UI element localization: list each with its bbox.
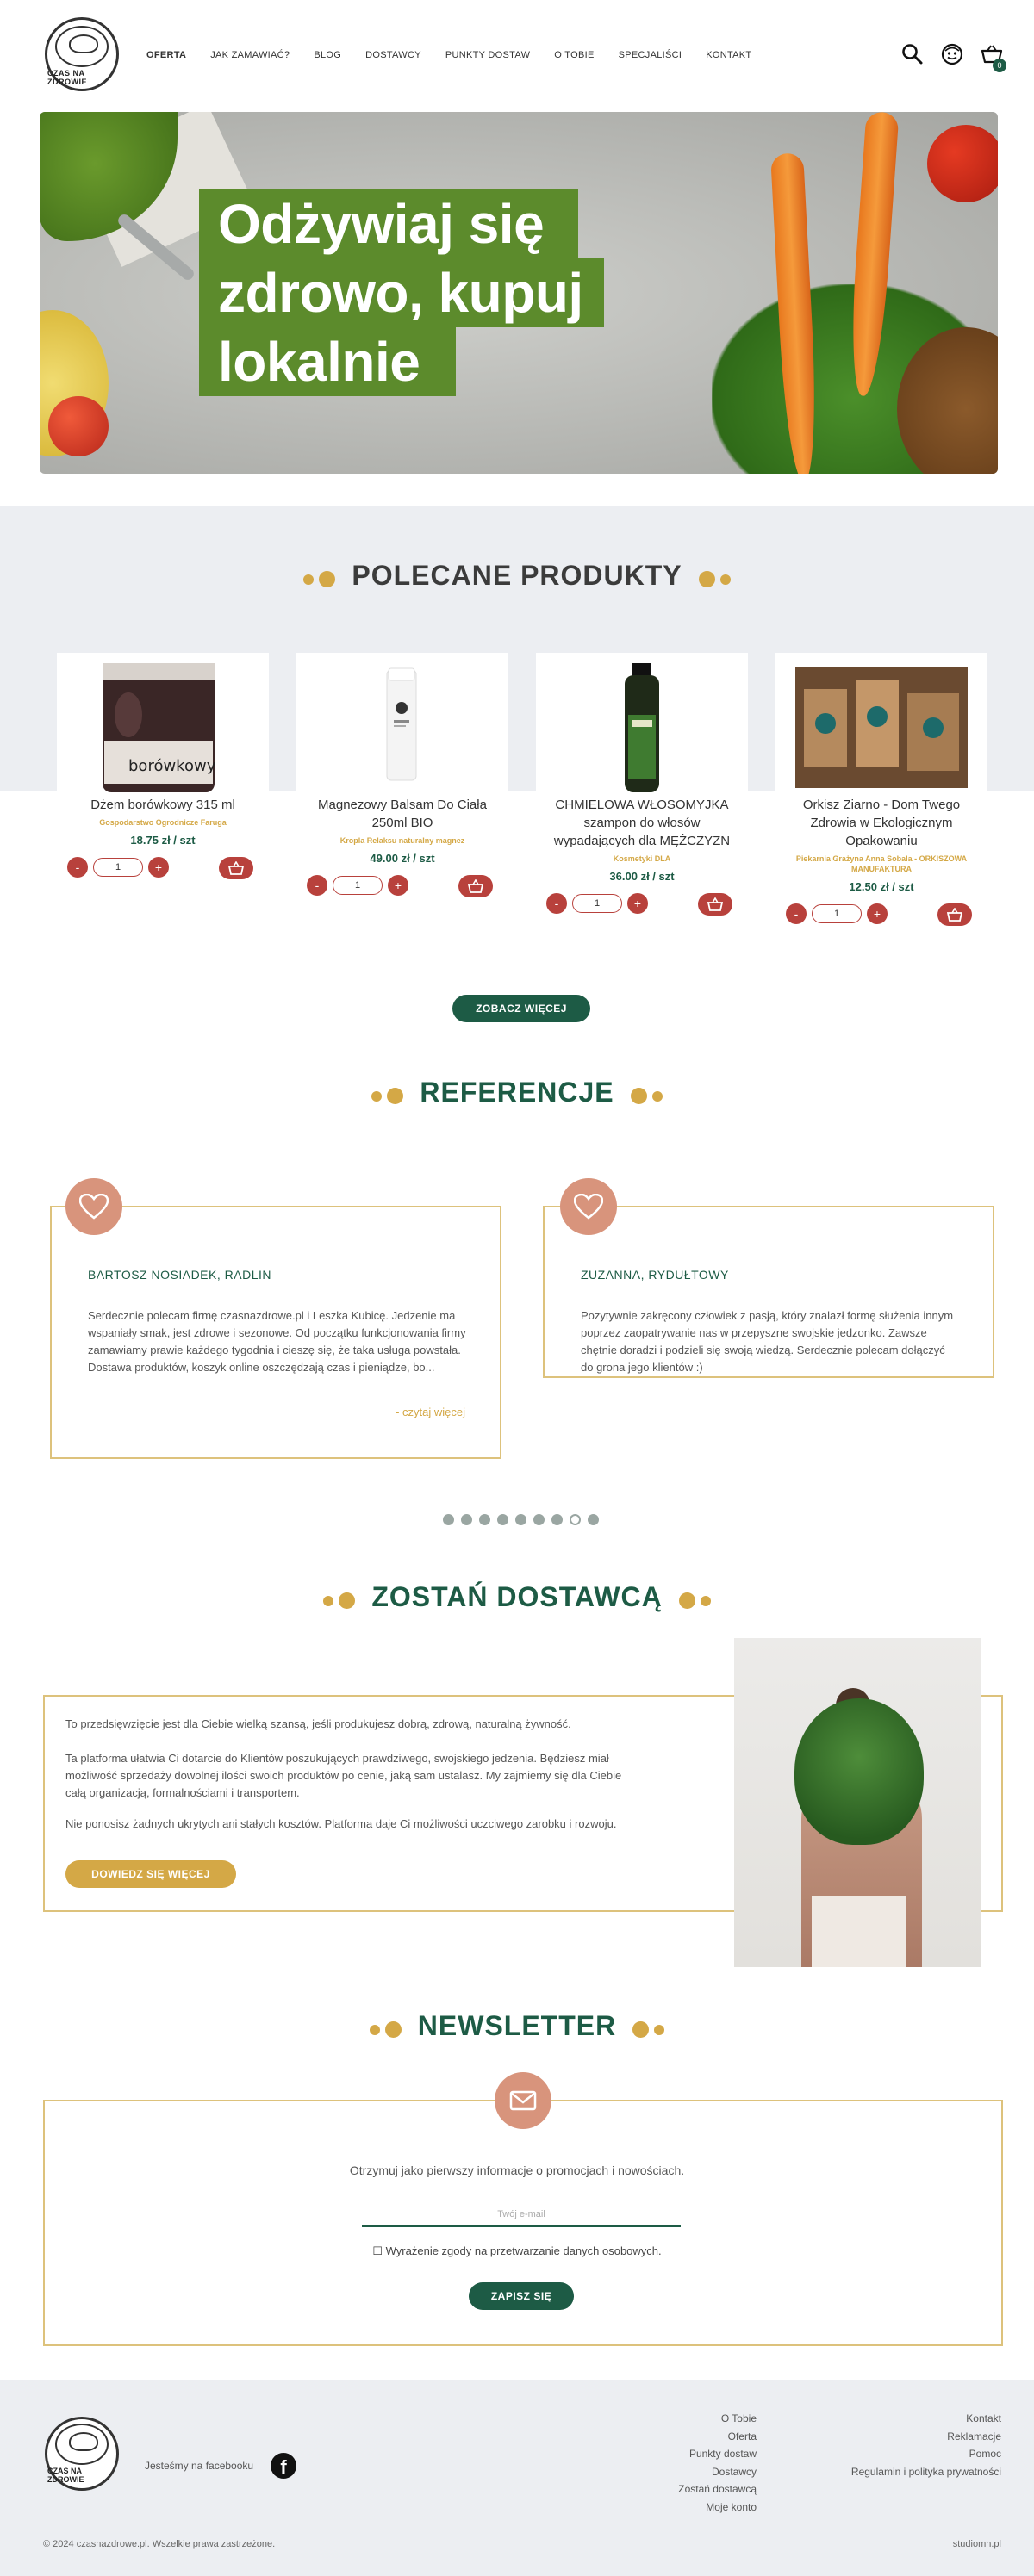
supplier-title: ZOSTAŃ DOSTAWCĄ	[371, 1581, 663, 1612]
product-name[interactable]: Magnezowy Balsam Do Ciała 250ml BIO	[318, 798, 487, 830]
footer-link[interactable]: O Tobie	[720, 2412, 757, 2424]
quantity-input[interactable]: 1	[333, 876, 383, 895]
heading-dots-icon	[696, 562, 733, 593]
heart-icon	[560, 1178, 617, 1235]
footer-link[interactable]: Dostawcy	[711, 2465, 757, 2478]
carousel-dot[interactable]	[443, 1514, 454, 1525]
heading-dots-icon	[321, 1583, 358, 1615]
hero-banner	[40, 112, 998, 474]
footer-logo[interactable]	[45, 2417, 119, 2491]
user-face-icon[interactable]	[941, 43, 963, 65]
nav-specjalisci[interactable]: SPECJALIŚCI	[618, 50, 682, 60]
heading-dots-icon	[369, 1078, 406, 1110]
product-price: 49.00 zł / szt	[370, 852, 435, 865]
read-more-link[interactable]: - czytaj więcej	[396, 1406, 465, 1418]
reference-text: Pozytywnie zakręcony człowiek z pasją, który znalazł formę służenia innym poprzez zaopatrywanie nas w przepyszne swojskie jedzonko. Zawsze chętnie doradzi i podzieli się swoją wiedzą. Serdecznie polecam dołączyć do grona jego klientów :)	[581, 1309, 954, 1374]
main-nav	[146, 50, 776, 60]
footer-link[interactable]: Moje konto	[706, 2500, 757, 2513]
product-seller[interactable]: Kosmetyki DLA	[613, 854, 671, 863]
footer-link[interactable]: Pomoc	[969, 2448, 1001, 2460]
decrease-button[interactable]: -	[786, 903, 807, 924]
consent-link[interactable]: Wyrażenie zgody na przetwarzanie danych osobowych.	[385, 2244, 662, 2257]
quantity-stepper	[296, 875, 508, 896]
carousel-dot[interactable]	[479, 1514, 490, 1525]
footer-links-col1	[678, 2410, 757, 2516]
facebook-text: Jesteśmy na facebooku	[145, 2460, 254, 2472]
carousel-dot[interactable]	[533, 1514, 545, 1525]
nav-o-tobie[interactable]: O TOBIE	[554, 50, 595, 60]
add-to-cart-button[interactable]	[937, 903, 972, 926]
cart-count-badge: 0	[993, 59, 1006, 72]
header	[0, 0, 1034, 112]
hero-tomato-decor	[48, 396, 109, 456]
supplier-paragraph: Ta platforma ułatwia Ci dotarcie do Klientów poszukujących prawdziwego, swojskiego jedzenia. Będziesz miał możliwość sprzedaży dowolnej ilości swoich produktów po cenie, jaką sam ustalasz. My zajmiemy się dla Ciebie całą organizacją, formalnościami i transportem.	[65, 1752, 622, 1799]
heart-icon	[65, 1178, 122, 1235]
nav-jak-zamawiac[interactable]: JAK ZAMAWIAĆ?	[210, 50, 290, 60]
quantity-stepper	[57, 857, 269, 878]
product-image[interactable]	[77, 663, 249, 792]
subscribe-button[interactable]: ZAPISZ SIĘ	[469, 2282, 574, 2310]
carousel-dot[interactable]	[461, 1514, 472, 1525]
logo[interactable]	[45, 17, 119, 91]
decrease-button[interactable]: -	[307, 875, 327, 896]
cart-icon[interactable]	[981, 43, 1003, 70]
footer-link[interactable]: Kontakt	[966, 2412, 1001, 2424]
quantity-stepper	[776, 903, 987, 924]
carousel-pagination	[443, 1514, 599, 1525]
see-more-button[interactable]: ZOBACZ WIĘCEJ	[452, 995, 590, 1022]
product-image[interactable]	[316, 663, 489, 792]
heading-dots-icon	[628, 1078, 665, 1110]
supplier-paragraph: To przedsięwzięcie jest dla Ciebie wielką szansą, jeśli produkujesz dobrą, zdrową, naturalną żywność.	[65, 1717, 571, 1730]
product-image[interactable]	[556, 663, 728, 792]
featured-title: POLECANE PRODUKTY	[352, 560, 682, 591]
logo-text: CZAS NA ZDROWIE	[47, 69, 87, 86]
basket-icon	[228, 861, 244, 875]
logo-text: CZAS NA ZDROWIE	[47, 2467, 84, 2484]
carousel-dot[interactable]	[551, 1514, 563, 1525]
consent-checkbox-row[interactable]	[0, 2244, 1034, 2258]
product-card[interactable]	[296, 653, 508, 946]
increase-button[interactable]: +	[627, 893, 648, 914]
footer-link[interactable]: Oferta	[727, 2430, 757, 2443]
reference-author: BARTOSZ NOSIADEK, RADLIN	[88, 1268, 271, 1282]
facebook-icon[interactable]: f	[271, 2453, 296, 2479]
reference-card	[50, 1206, 501, 1459]
woman-with-greens-photo	[734, 1638, 981, 1967]
quantity-input[interactable]: 1	[93, 858, 143, 877]
product-name[interactable]: CHMIELOWA WŁOSOMYJKA szampon do włosów wypadających dla MĘŻCZYZN	[553, 798, 731, 848]
checkbox-icon[interactable]: ☐	[372, 2244, 383, 2257]
footer	[0, 2380, 1034, 2576]
newsletter-title: NEWSLETTER	[417, 2010, 617, 2041]
newsletter-heading	[0, 2010, 1034, 2044]
quantity-input[interactable]: 1	[812, 904, 862, 923]
basket-icon	[468, 879, 483, 893]
studio-link[interactable]: studiomh.pl	[952, 2539, 1001, 2549]
quantity-input[interactable]: 1	[572, 894, 622, 913]
footer-link[interactable]: Zostań dostawcą	[678, 2483, 757, 2495]
carousel-dot[interactable]	[497, 1514, 508, 1525]
basket-icon	[947, 908, 962, 922]
product-seller[interactable]: Piekarnia Grażyna Anna Sobala - ORKISZOWA MANUFAKTURA	[795, 854, 968, 873]
product-list	[57, 653, 987, 946]
product-price: 36.00 zł / szt	[609, 870, 675, 883]
footer-links-col2	[851, 2410, 1001, 2480]
product-name[interactable]: Dżem borówkowy 315 ml	[90, 798, 235, 812]
heading-dots-icon	[301, 562, 338, 593]
product-price: 18.75 zł / szt	[130, 834, 196, 847]
nav-dostawcy[interactable]: DOSTAWCY	[365, 50, 421, 60]
increase-button[interactable]: +	[148, 857, 169, 878]
header-icons	[901, 43, 1003, 70]
hero-title-line: Odżywiaj się	[199, 189, 578, 258]
product-seller[interactable]: Gospodarstwo Ogrodnicze Faruga	[99, 818, 227, 827]
reference-author: ZUZANNA, RYDUŁTOWY	[581, 1268, 729, 1282]
mail-icon	[495, 2072, 551, 2129]
nav-oferta[interactable]: OFERTA	[146, 50, 187, 60]
hero-title-line: zdrowo, kupuj	[199, 258, 604, 327]
learn-more-button[interactable]: DOWIEDZ SIĘ WIĘCEJ	[65, 1860, 236, 1888]
nav-blog[interactable]: BLOG	[314, 50, 342, 60]
increase-button[interactable]: +	[867, 903, 888, 924]
footer-link[interactable]: Reklamacje	[947, 2430, 1001, 2443]
newsletter-text: Otrzymuj jako pierwszy informacje o promocjach i nowościach.	[349, 2163, 685, 2177]
supplier-heading	[0, 1581, 1034, 1615]
footer-link[interactable]: Punkty dostaw	[688, 2448, 757, 2460]
references-heading	[0, 1077, 1034, 1110]
product-card[interactable]	[57, 653, 269, 946]
supplier-paragraph: Nie ponosisz żadnych ukrytych ani stałych kosztów. Platforma daje Ci możliwości uczciwego zarobku i rozwoju.	[65, 1817, 617, 1830]
add-to-cart-button[interactable]	[698, 893, 732, 916]
add-to-cart-button[interactable]	[219, 857, 253, 879]
product-card[interactable]	[536, 653, 748, 946]
carousel-dot[interactable]	[588, 1514, 599, 1525]
nav-kontakt[interactable]: KONTAKT	[706, 50, 752, 60]
heading-dots-icon	[630, 2012, 667, 2044]
product-image[interactable]	[795, 663, 968, 792]
product-card[interactable]	[776, 653, 987, 946]
carousel-dot-active[interactable]	[570, 1514, 581, 1525]
email-input[interactable]: Twój e-mail	[362, 2201, 681, 2227]
reference-card	[543, 1206, 994, 1378]
carousel-dot[interactable]	[515, 1514, 526, 1525]
hero-tomato-decor	[927, 125, 998, 202]
search-icon[interactable]	[901, 43, 924, 65]
decrease-button[interactable]: -	[67, 857, 88, 878]
photo-greens-decor	[794, 1698, 924, 1845]
featured-heading	[0, 560, 1034, 593]
decrease-button[interactable]: -	[546, 893, 567, 914]
footer-link[interactable]: Regulamin i polityka prywatności	[850, 2465, 1001, 2478]
basket-icon	[707, 897, 723, 911]
increase-button[interactable]: +	[388, 875, 408, 896]
product-name[interactable]: Orkisz Ziarno - Dom Twego Zdrowia w Ekologicznym Opakowaniu	[802, 798, 961, 848]
product-seller[interactable]: Kropla Relaksu naturalny magnez	[339, 836, 465, 845]
logo-emblem-icon	[55, 2424, 109, 2465]
product-price: 12.50 zł / szt	[849, 880, 914, 893]
reference-text: Serdecznie polecam firmę czasnazdrowe.pl i Leszka Kubicę. Jedzenie ma wspaniały smak, jest zdrowe i sezonowe. Od początku funkcjonowania firmy zamawiamy prawie każdego tygodnia i cieszę się, że taka usługa powstała. Dostawa produktów, koszyk online oszczędzają czas i pieniądze, bo...	[88, 1309, 466, 1374]
photo-pants-decor	[812, 1896, 906, 1967]
svg-text:borówkowy: borówkowy	[128, 757, 216, 775]
quantity-stepper	[536, 893, 748, 914]
heading-dots-icon	[676, 1583, 713, 1615]
nav-punkty-dostaw[interactable]: PUNKTY DOSTAW	[445, 50, 531, 60]
references-title: REFERENCJE	[420, 1077, 614, 1108]
hero-title	[199, 189, 604, 396]
heading-dots-icon	[367, 2012, 404, 2044]
add-to-cart-button[interactable]	[458, 875, 493, 897]
logo-emblem-icon	[55, 26, 109, 67]
copyright: © 2024 czasnazdrowe.pl. Wszelkie prawa zastrzeżone.	[43, 2539, 276, 2549]
hero-title-line: lokalnie	[199, 327, 456, 396]
